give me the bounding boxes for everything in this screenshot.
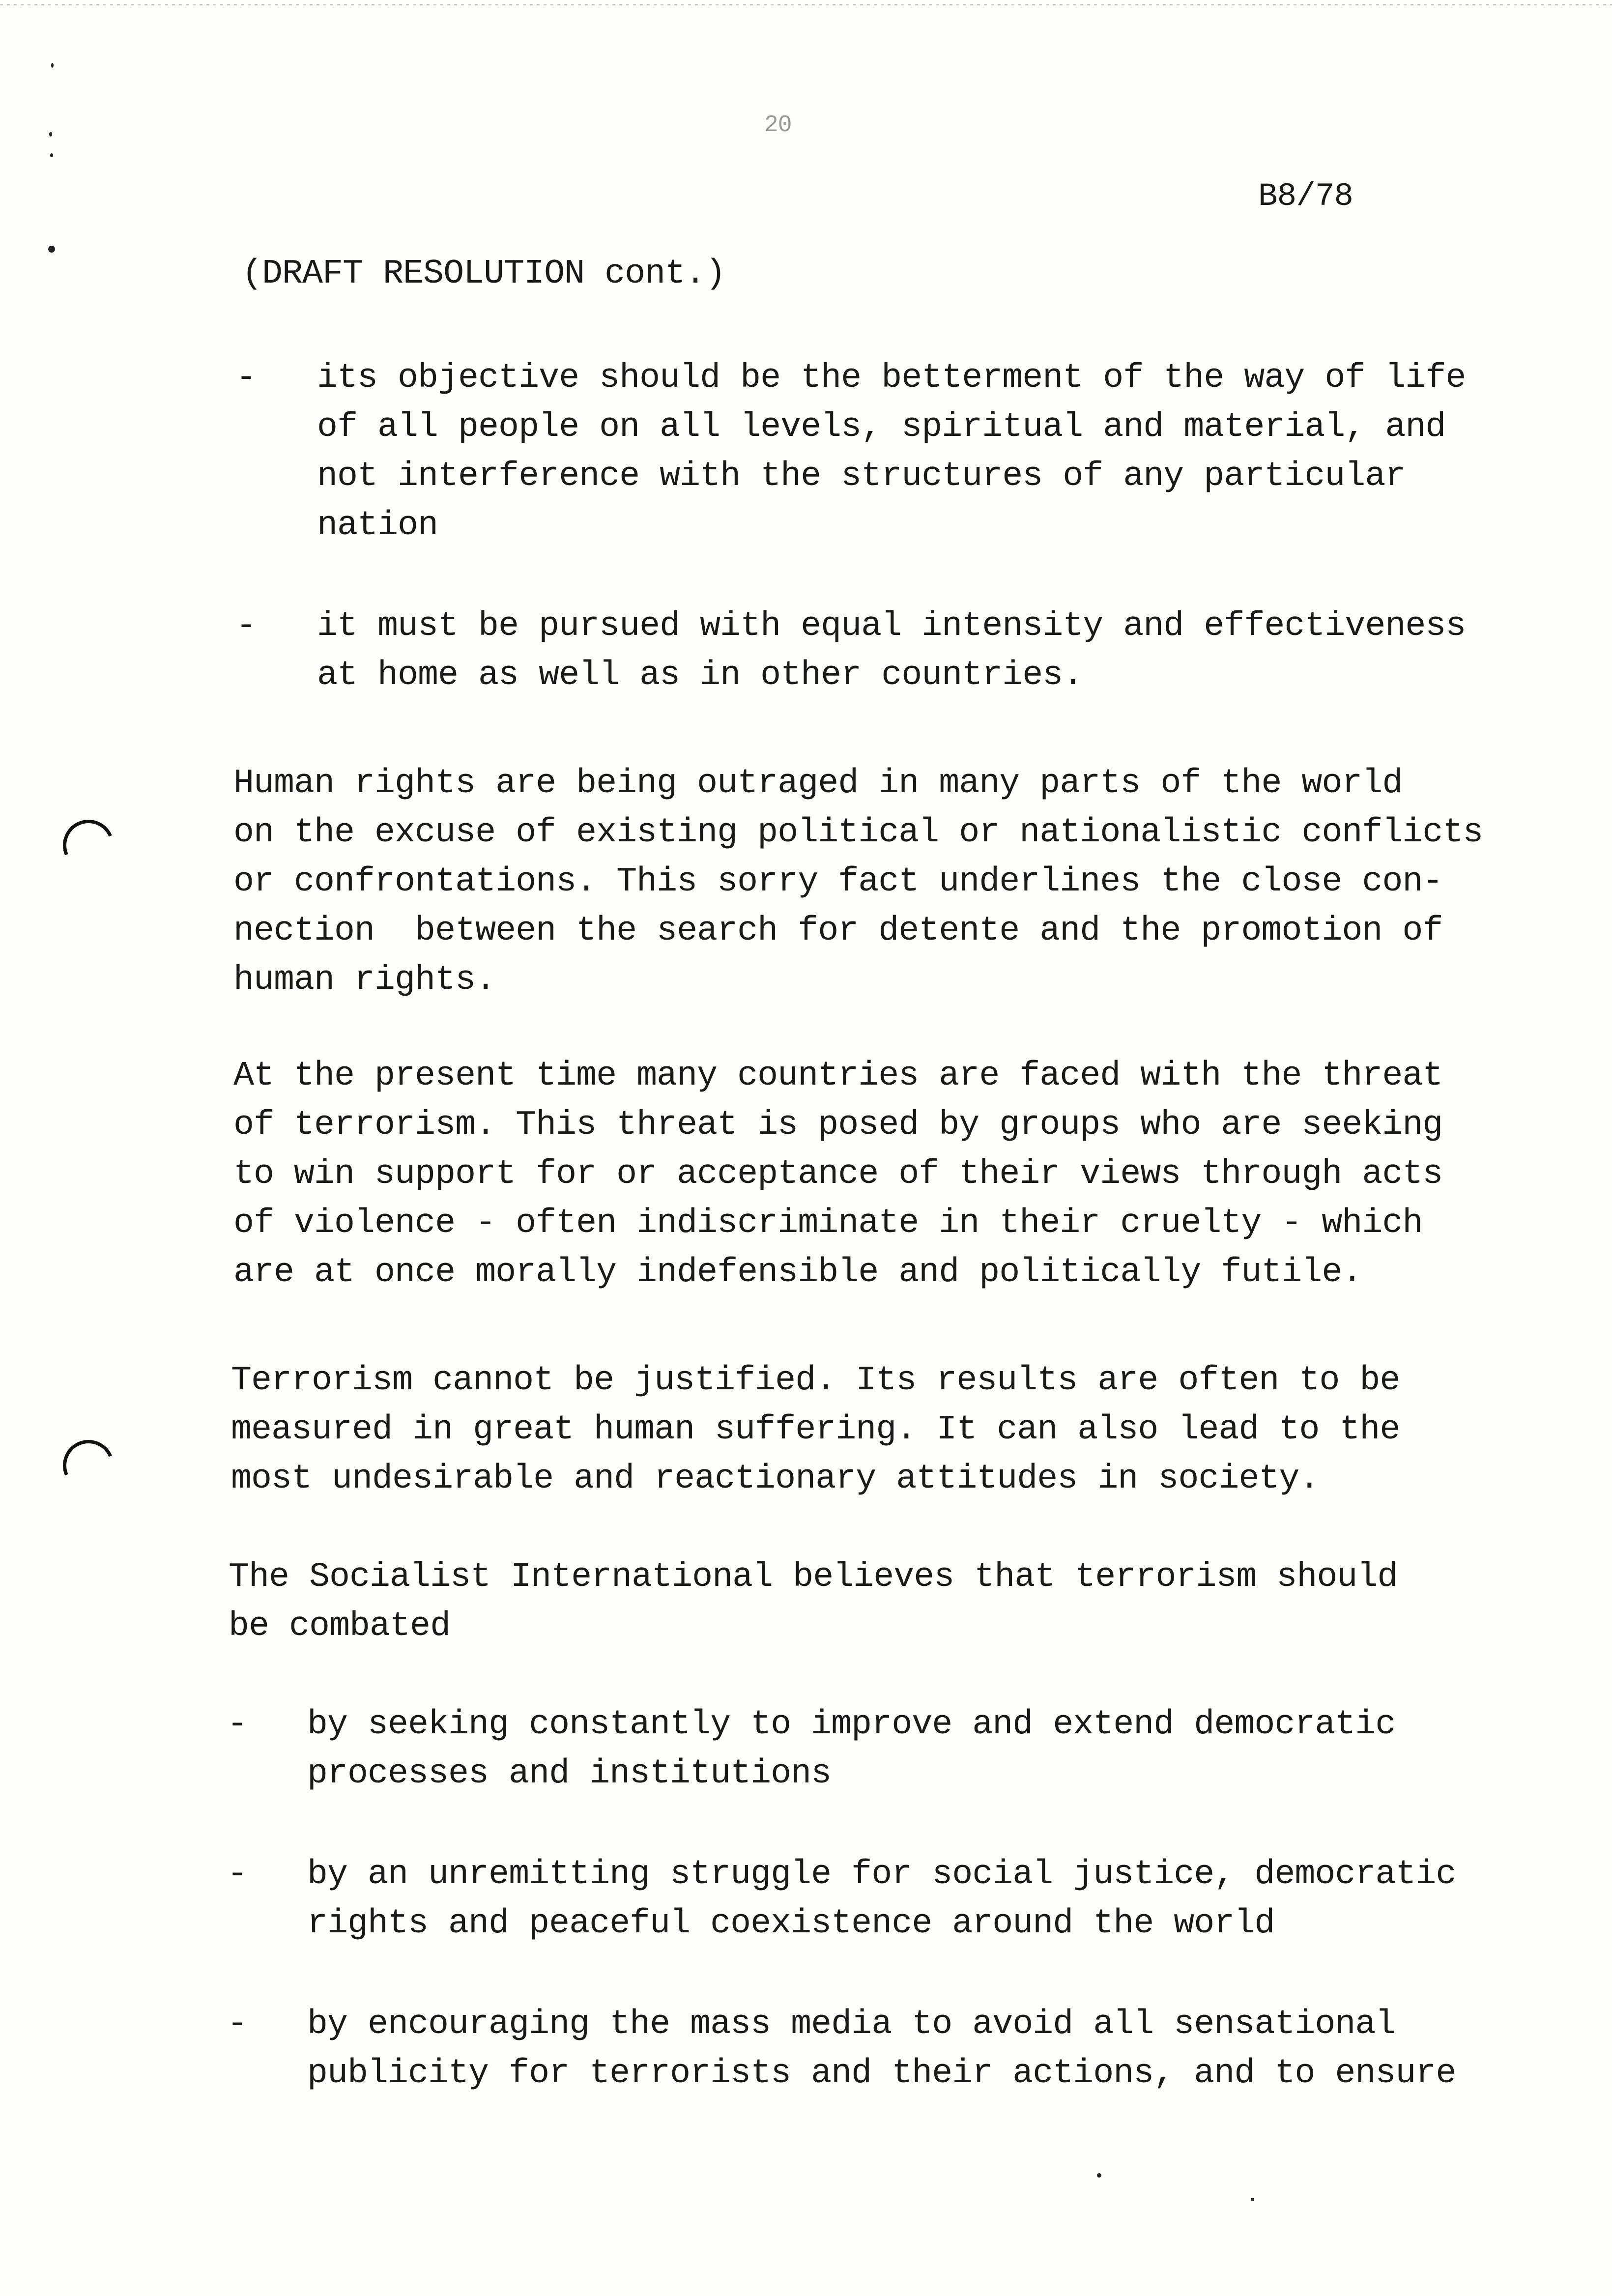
scan-speck xyxy=(1097,2173,1101,2178)
text-line: nection between the search for detente and the promotion of xyxy=(233,912,1443,950)
text-line: at home as well as in other countries. xyxy=(317,656,1083,695)
text-line: by an unremitting struggle for social justice, democratic xyxy=(307,1855,1456,1894)
bullet-item xyxy=(307,1850,1456,1949)
document-reference: B8/78 xyxy=(1258,178,1353,215)
bullet-marker: - xyxy=(227,2005,248,2044)
bullet-item xyxy=(317,602,1466,700)
scan-speck xyxy=(49,132,52,137)
paragraph xyxy=(231,1356,1400,1504)
text-line: Terrorism cannot be justified. Its results are often to be xyxy=(231,1361,1400,1400)
text-line: to win support for or acceptance of their views through acts xyxy=(233,1155,1443,1194)
text-line: human rights. xyxy=(233,961,496,1000)
bullet-marker: - xyxy=(236,359,257,398)
bullet-item xyxy=(307,1700,1395,1799)
text-line: not interference with the structures of any particular xyxy=(317,457,1406,496)
bullet-marker: - xyxy=(227,1705,248,1744)
text-line: The Socialist International believes that terrorism should xyxy=(229,1558,1398,1597)
scan-speck xyxy=(48,246,55,253)
text-line: of terrorism. This threat is posed by groups who are seeking xyxy=(233,1106,1443,1145)
text-line: Human rights are being outraged in many parts of the world xyxy=(233,764,1403,803)
text-line: of violence - often indiscriminate in their cruelty - which xyxy=(233,1204,1423,1243)
bullet-item xyxy=(317,354,1466,550)
paragraph xyxy=(229,1553,1397,1651)
bullet-item xyxy=(307,2000,1456,2098)
text-line: its objective should be the betterment of the way of life xyxy=(317,359,1466,398)
text-line: are at once morally indefensible and politically futile. xyxy=(233,1253,1362,1292)
text-line: by seeking constantly to improve and extend democratic xyxy=(307,1705,1396,1744)
text-line: by encouraging the mass media to avoid all sensational xyxy=(307,2005,1396,2044)
text-line: processes and institutions xyxy=(307,1754,832,1793)
text-line: on the excuse of existing political or nationalistic conflicts xyxy=(233,813,1483,852)
bullet-marker: - xyxy=(236,607,257,646)
text-line: nation xyxy=(317,506,438,545)
text-line: or confrontations. This sorry fact underlines the close con- xyxy=(233,862,1443,901)
punch-hole-upper xyxy=(55,812,121,878)
scan-speck xyxy=(50,153,53,157)
text-line: measured in great human suffering. It can also lead to the xyxy=(231,1410,1400,1449)
text-line: of all people on all levels, spiritual and material, and xyxy=(317,408,1446,447)
scan-edge-line xyxy=(0,4,1612,5)
paragraph xyxy=(233,1052,1442,1297)
text-line: most undesirable and reactionary attitudes in society. xyxy=(231,1460,1320,1498)
text-line: publicity for terrorists and their actions, and to ensure xyxy=(307,2054,1456,2093)
scan-speck xyxy=(1251,2198,1254,2201)
text-line: At the present time many countries are faced with the threat xyxy=(233,1057,1443,1095)
bullet-marker: - xyxy=(227,1855,248,1894)
scan-speck xyxy=(51,63,54,68)
text-line: rights and peaceful coexistence around the world xyxy=(307,1904,1275,1943)
paragraph xyxy=(233,759,1483,1005)
page-number: 20 xyxy=(764,112,792,139)
text-line: be combated xyxy=(229,1607,451,1646)
text-line: it must be pursued with equal intensity and effectiveness xyxy=(317,607,1466,646)
punch-hole-lower xyxy=(55,1432,121,1498)
section-header: (DRAFT RESOLUTION cont.) xyxy=(242,255,726,293)
